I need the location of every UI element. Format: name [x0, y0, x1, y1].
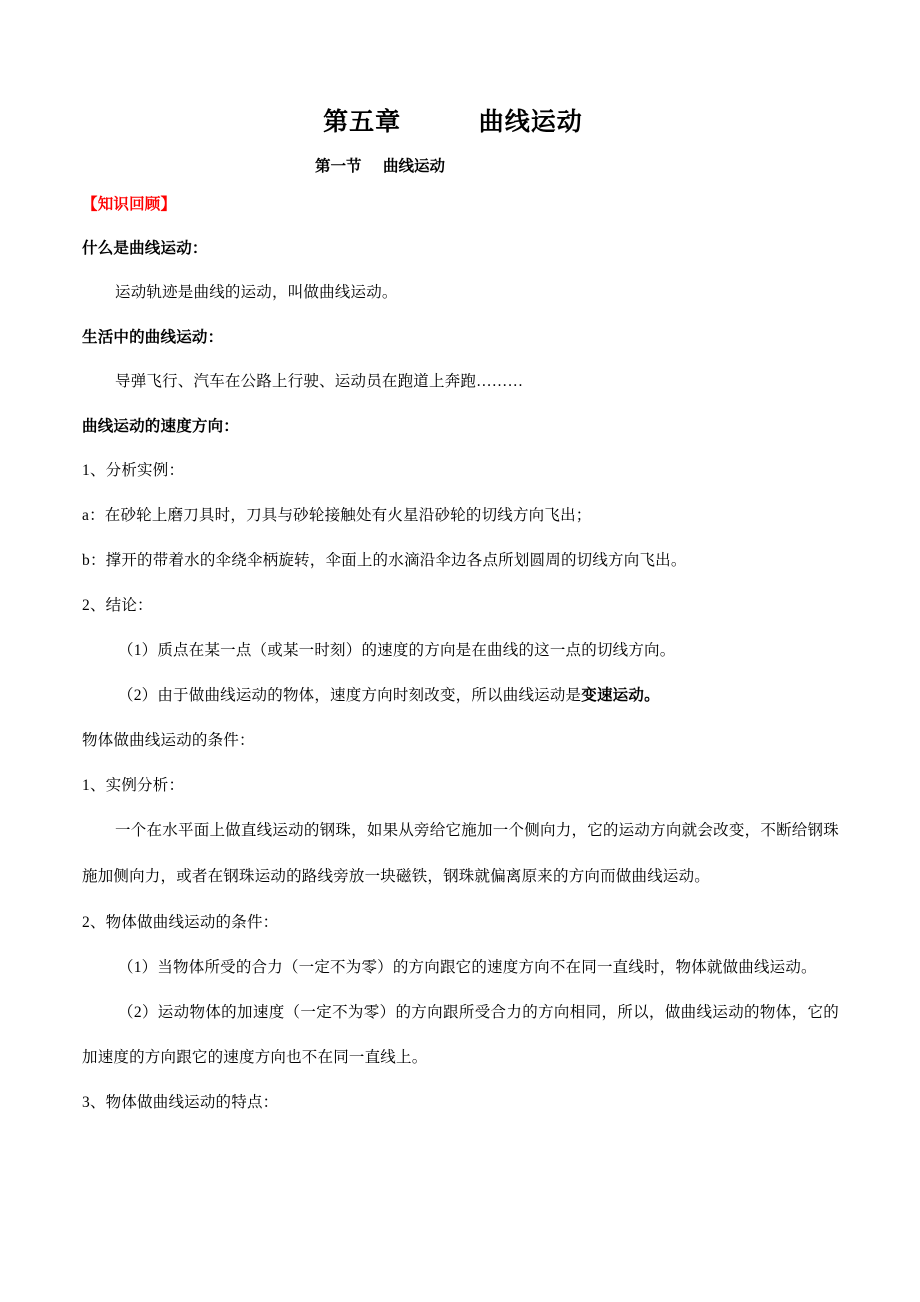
- paragraph-features-label: 3、物体做曲线运动的特点：: [82, 1094, 279, 1111]
- heading-curvilinear-motion-in-life: 生活中的曲线运动：: [82, 328, 224, 346]
- heading-what-is-curvilinear-motion: 什么是曲线运动：: [82, 239, 208, 257]
- section-subtitle: 第一节 曲线运动: [314, 156, 446, 175]
- document-body: [82, 182, 839, 1125]
- paragraph-conclusion-1: （1）质点在某一点（或某一时刻）的速度的方向是在曲线的这一点的切线方向。: [118, 642, 676, 659]
- conclusion-2-text: （2）由于做曲线运动的物体，速度方向时刻改变，所以曲线运动是: [118, 687, 582, 704]
- paragraph-conditions-label: 2、物体做曲线运动的条件：: [82, 914, 279, 931]
- conclusion-2-emphasis: 变速运动。: [581, 686, 660, 704]
- heading-velocity-direction: 曲线运动的速度方向：: [82, 417, 240, 435]
- paragraph-analysis-examples-label: 1、分析实例：: [82, 462, 185, 479]
- paragraph-conclusion-2: [82, 673, 839, 718]
- chapter-title: 第五章 曲线运动: [323, 106, 583, 136]
- paragraph-condition-1: （1）当物体所受的合力（一定不为零）的方向跟它的速度方向不在同一直线时，物体就做曲线运动。: [118, 959, 817, 976]
- knowledge-review-heading: 【知识回顾】: [82, 195, 177, 213]
- paragraph-case-analysis-label: 1、实例分析：: [82, 777, 185, 794]
- paragraph-example-b: b：撑开的带着水的伞绕伞柄旋转，伞面上的水滴沿伞边各点所划圆周的切线方向飞出。: [82, 552, 687, 569]
- paragraph-definition: 运动轨迹是曲线的运动，叫做曲线运动。: [115, 284, 398, 301]
- paragraph-condition-2: （2）运动物体的加速度（一定不为零）的方向跟所受合力的方向相同，所以，做曲线运动的物体，它的加速度的方向跟它的速度方向也不在同一直线上。: [82, 1004, 839, 1066]
- paragraph-steel-ball-case: 一个在水平面上做直线运动的钢珠，如果从旁给它施加一个侧向力，它的运动方向就会改变，不断给钢珠施加侧向力，或者在钢珠运动的路线旁放一块磁铁，钢珠就偏离原来的方向而做曲线运动。: [82, 822, 839, 885]
- heading-conditions-for-curvilinear-motion: 物体做曲线运动的条件：: [82, 732, 255, 749]
- paragraph-example-a: a：在砂轮上磨刀具时，刀具与砂轮接触处有火星沿砂轮的切线方向飞出；: [82, 507, 592, 524]
- paragraph-life-examples: 导弹飞行、汽车在公路上行驶、运动员在跑道上奔跑………: [115, 373, 524, 390]
- paragraph-conclusion-label: 2、结论：: [82, 597, 153, 614]
